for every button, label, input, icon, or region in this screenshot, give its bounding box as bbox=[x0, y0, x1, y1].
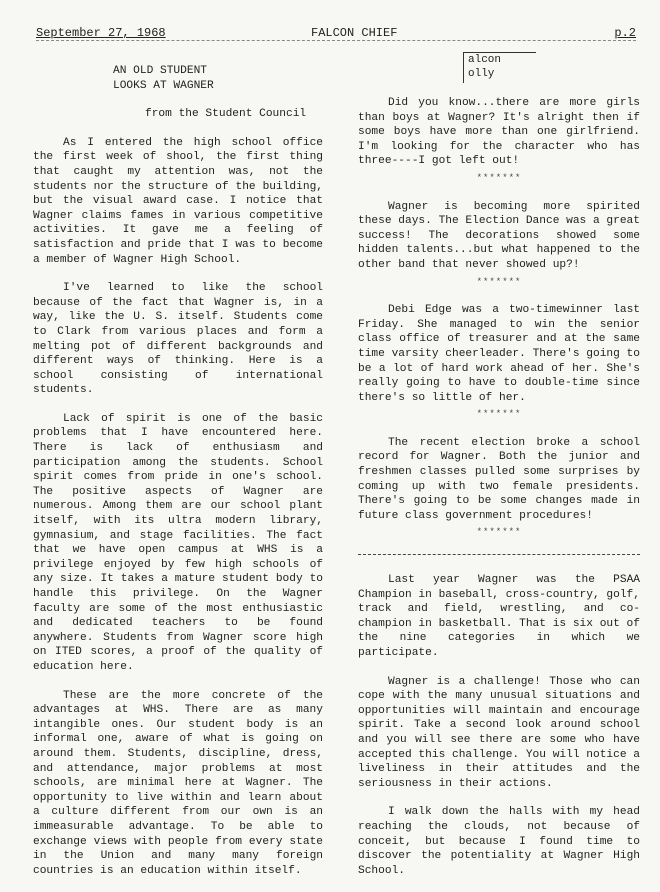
star-divider: ******* bbox=[476, 172, 522, 183]
article-headline-1: AN OLD STUDENT bbox=[113, 65, 207, 77]
page-header bbox=[36, 26, 636, 42]
header-rule bbox=[36, 40, 636, 41]
star-divider: ******* bbox=[476, 527, 522, 538]
left-paragraph: As I entered the high school office the first week of shool, the first thing that caught my attention was, not the students nor the structure of the building, but the visual award case. I notice that Wagner claims fames in various competitive activities. It gave me a feeling of satisfaction and pride that I was to become a member of Wagner High School. bbox=[33, 136, 323, 266]
logo-line-2: olly bbox=[468, 68, 495, 80]
section-divider bbox=[358, 554, 640, 555]
left-paragraph: I've learned to like the school because of the fact that Wagner is, in a way, like the U. S. itself. Students come to Clark from various places and form a melting pot of different backgrounds and different ways of thinking. Here is a school consisting of international students. bbox=[33, 282, 323, 397]
right-paragraph: Wagner is becoming more spirited these days. The Election Dance was a great success! The decorations showed some hidden talents...but what happened to the other band that never showed up?! bbox=[358, 200, 640, 271]
right-paragraph: Did you know...there are more girls than boys at Wagner? It's alright then if some boys have more than one girlfriend. I'm looking for the character who has three----I got left out! bbox=[358, 97, 640, 168]
star-divider: ******* bbox=[476, 409, 522, 420]
page-number: p.2 bbox=[614, 26, 636, 40]
right-paragraph: Last year Wagner was the PSAA Champion in baseball, cross-country, golf, track and field, wrestling, and co-champion in basketball. That is six out of the nine categories in which we participate. bbox=[358, 574, 640, 659]
right-paragraph: The recent election broke a school record for Wagner. Both the junior and freshmen classes pulled some surprises by coming up with two female presidents. There's going to be some changes made in future class government procedures! bbox=[358, 436, 640, 522]
left-column bbox=[33, 64, 323, 892]
right-paragraph: Wagner is a challenge! Those who can cope with the many unusual situations and opportunities will maintain and encourage spirit. Take a second look around school and you will see there are some who have accepted this challenge. You will notice a liveliness in their attitudes and the seriousness in their actions. bbox=[358, 675, 640, 790]
left-paragraph: These are the more concrete of the advantages at WHS. There are as many intangible ones. Our student body is an informal one, aware of what is going on around them. Students, discipline, dress, and attendance, major problems at most schools, are minimal here at Wagner. The opportunity to live within and learn about a culture different from our own is an immeasurable advantage. To be able to exchange views with people from every state in the Union and many many foreign countries is an education within itself. bbox=[33, 689, 323, 877]
issue-date: September 27, 1968 bbox=[36, 26, 166, 40]
article-headline-2: LOOKS AT WAGNER bbox=[113, 79, 214, 92]
star-divider: ******* bbox=[476, 276, 522, 287]
paper-title: FALCON CHIEF bbox=[311, 26, 398, 40]
right-column bbox=[358, 96, 640, 892]
logo-line-1: alcon bbox=[468, 54, 502, 66]
left-paragraph: Lack of spirit is one of the basic problems that I have encountered here. There is lack of enthusiasm and participation among the students. School spirit comes from pride in one's school. The positive aspects of Wagner are numerous. Among them are our school plant itself, with its ultra modern library, gymnasium, and stage facilities. The fact that we have open campus at WHS is a privilege enjoyed by few high schools of any size. It takes a mature student body to handle this privilege. On the Wagner faculty are some of the most enthusiastic and dedicated teachers to be found anywhere. Students from Wagner score high on ITED scores, a proof of the quality of education here. bbox=[33, 412, 323, 673]
article-byline: from the Student Council bbox=[145, 108, 307, 121]
column-logo bbox=[463, 52, 536, 83]
right-paragraph: Debi Edge was a two-timewinner last Friday. She managed to win the senior class office of treasurer and at the same time varsity cheerleader. There's going to be a lot of hard work ahead of her. She's really going to have to double-time since there's so little of her. bbox=[358, 304, 640, 404]
right-paragraph: I walk down the halls with my head reaching the clouds, not because of conceit, but because I found time to discover the potentiality at Wagner High School. bbox=[358, 806, 640, 877]
